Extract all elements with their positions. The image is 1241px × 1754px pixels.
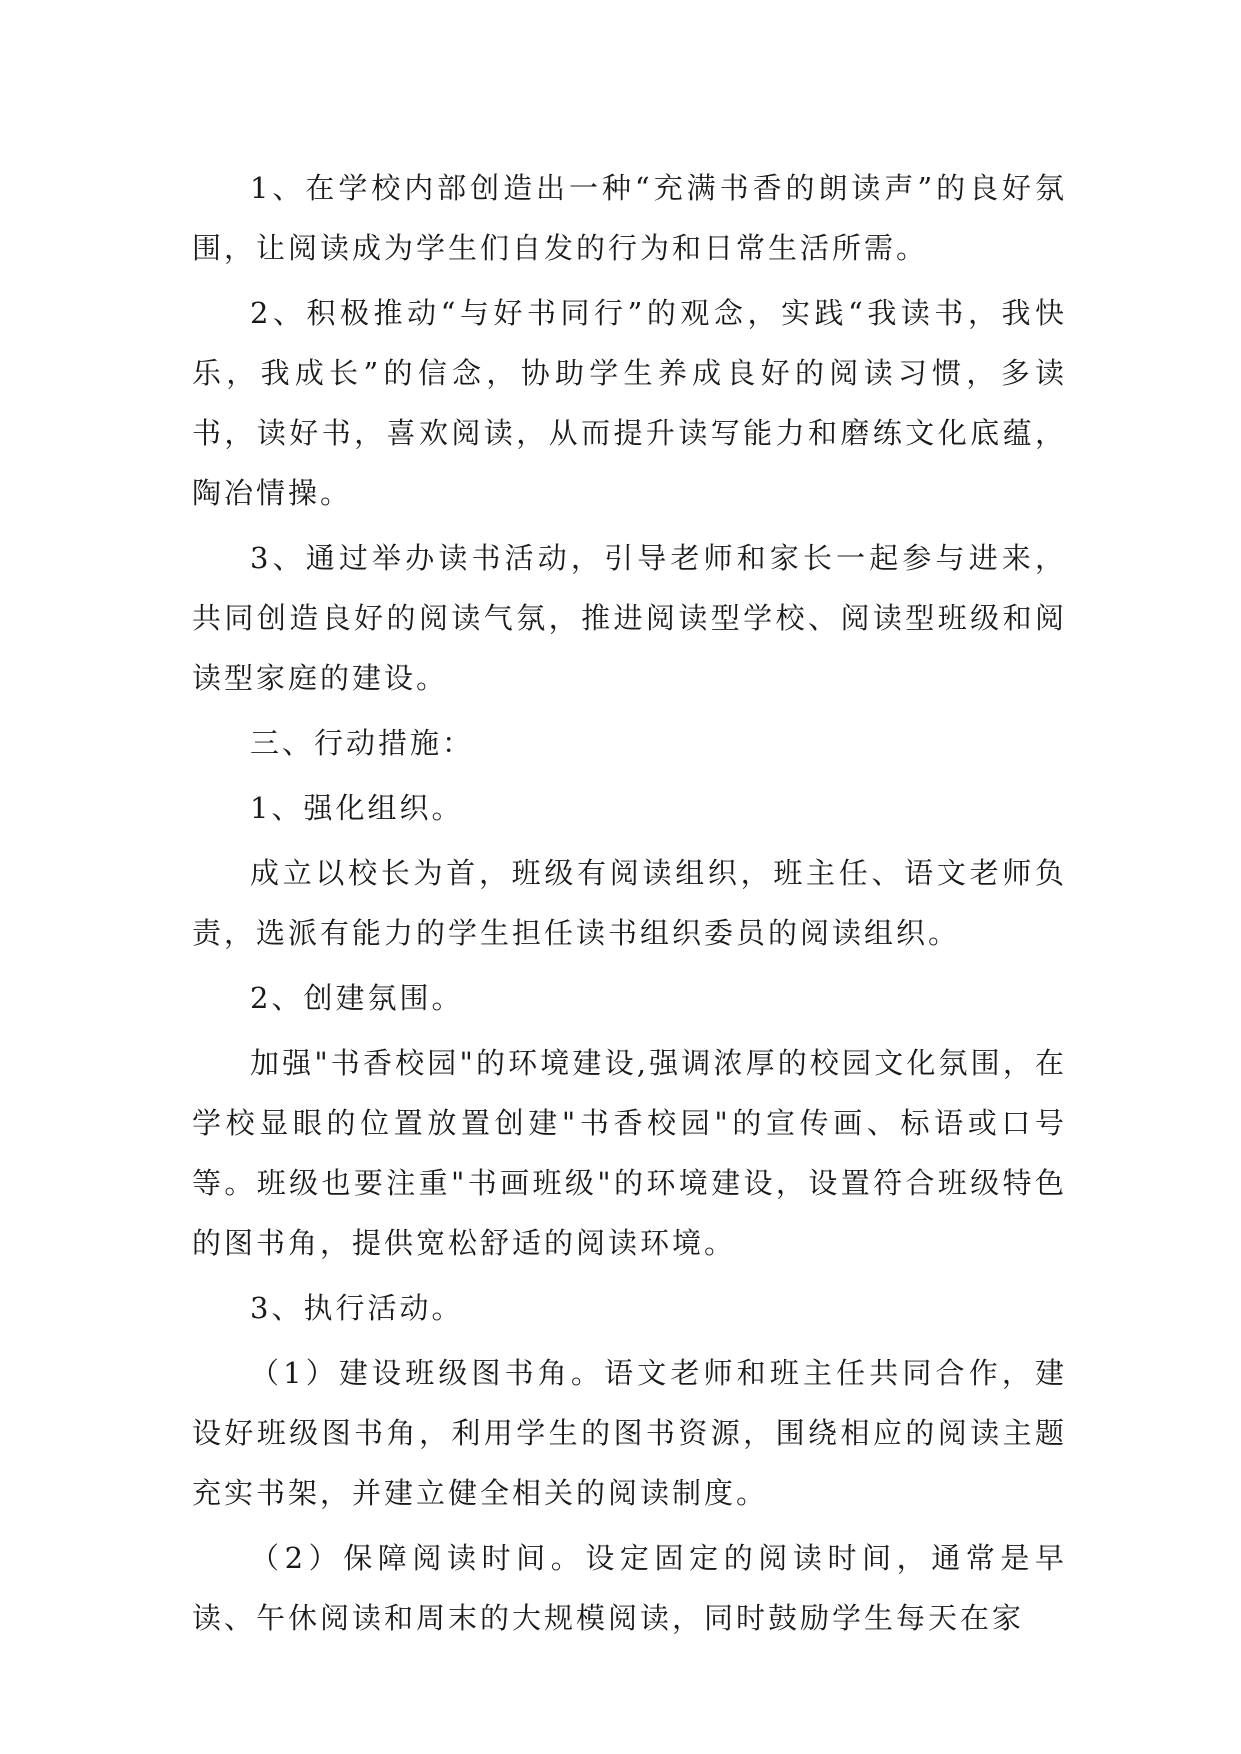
document-body — [192, 158, 1067, 1653]
paragraph-organization: 成立以校长为首，班级有阅读组织，班主任、语文老师负责，选派有能力的学生担任读书组织委员的阅读组织。 — [192, 856, 1067, 950]
paragraph-atmosphere: 加强"书香校园"的环境建设,强调浓厚的校园文化氛围，在学校显眼的位置放置创建"书香校园"的宣传画、标语或口号等。班级也要注重"书画班级"的环境建设，设置符合班级特色的图书角，提供宽松舒适的阅读环境。 — [192, 1046, 1067, 1260]
paragraph-goal-2: 2、积极推动“与好书同行”的观念，实践“我读书，我快乐，我成长”的信念，协助学生养成良好的阅读习惯，多读书，读好书，喜欢阅读，从而提升读写能力和磨练文化底蕴，陶冶情操。 — [192, 296, 1067, 510]
subheading-atmosphere: 2、创建氛围。 — [250, 981, 464, 1015]
paragraph-goal-1: 1、在学校内部创造出一种“充满书香的朗读声”的良好氛围，让阅读成为学生们自发的行为和日常生活所需。 — [192, 171, 1067, 265]
paragraph-reading-time: （2）保障阅读时间。设定固定的阅读时间，通常是早读、午休阅读和周末的大规模阅读，同时鼓励学生每天在家 — [192, 1541, 1067, 1635]
section-heading-measures: 三、行动措施： — [250, 726, 475, 760]
subheading-activities: 3、执行活动。 — [250, 1291, 464, 1325]
paragraph-book-corner: （1）建设班级图书角。语文老师和班主任共同合作，建设好班级图书角，利用学生的图书资源，围绕相应的阅读主题充实书架，并建立健全相关的阅读制度。 — [192, 1356, 1067, 1510]
paragraph-goal-3: 3、通过举办读书活动，引导老师和家长一起参与进来，共同创造良好的阅读气氛，推进阅读型学校、阅读型班级和阅读型家庭的建设。 — [192, 541, 1067, 695]
subheading-organization: 1、强化组织。 — [250, 791, 464, 825]
